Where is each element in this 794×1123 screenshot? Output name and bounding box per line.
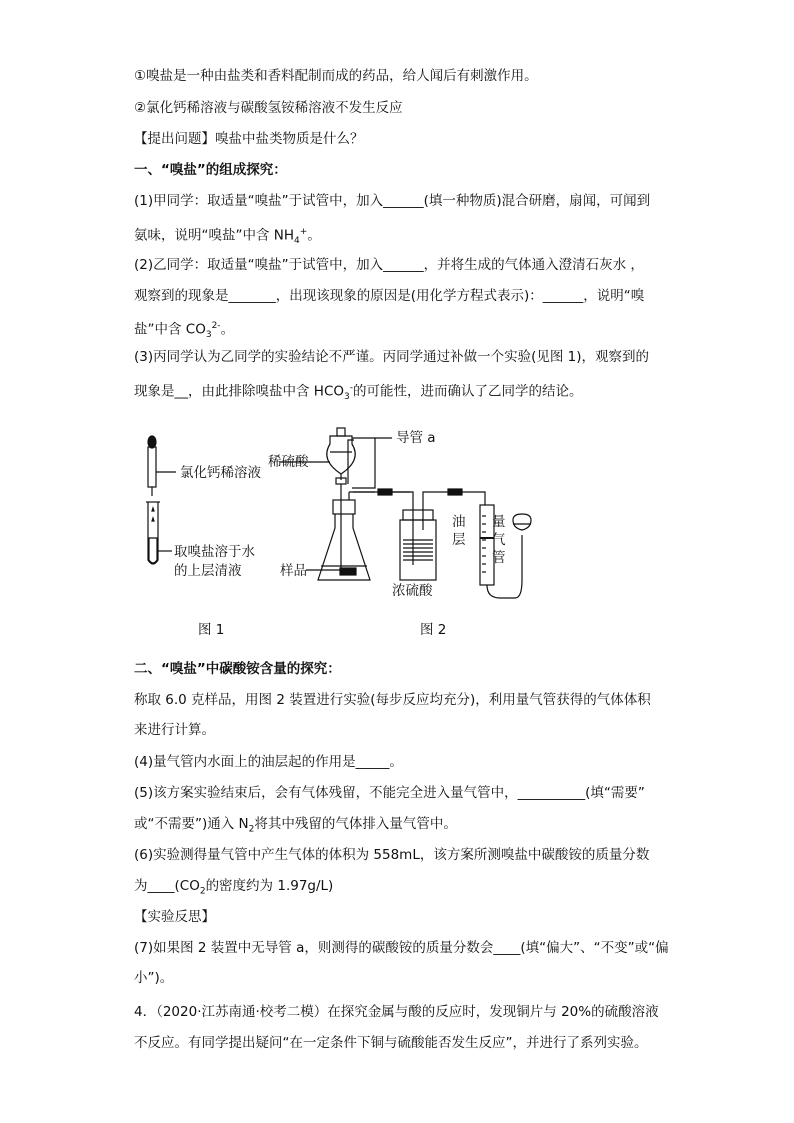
separatory-funnel-icon <box>280 428 355 570</box>
q1-line-2: 氨味，说明“嗅盐”中含 $NH_4^+$。 <box>134 227 321 247</box>
q7-line-2: 小”)。 <box>134 970 174 986</box>
q5-line-1: (5)该方案实验结束后，会有气体残留，不能完全进入量气管中，__________(填“需要” <box>134 785 645 801</box>
question4-line-1: 4．（2020·江苏南通·校考二模）在探究金属与酸的反应时，发现铜片与 20%的硫酸溶液 <box>134 1004 659 1020</box>
label-burette-1: 量 <box>492 514 506 530</box>
label-burette-2: 气 <box>492 532 506 548</box>
caption-fig2: 图 2 <box>420 622 447 638</box>
section2-title: 二、“嗅盐”中碳酸铵含量的探究： <box>134 661 341 677</box>
label-sample: 样品 <box>280 563 307 579</box>
info-line-1: ①嗅盐是一种由盐类和香料配制而成的药品，给人闻后有刺激作用。 <box>134 68 538 84</box>
label-cacl2: 氯化钙稀溶液 <box>180 465 261 481</box>
question-heading: 【提出问题】嗅盐中盐类物质是什么？ <box>134 131 364 147</box>
label-dilute-acid: 稀硫酸 <box>268 454 309 470</box>
apparatus-figure <box>130 420 550 650</box>
caption-fig1: 图 1 <box>198 622 225 638</box>
q3-line-1: (3)丙同学认为乙同学的实验结论不严谨。丙同学通过补做一个实验(见图 1)，观察到的 <box>134 349 650 365</box>
q6-line-2: 为$\_\_\_\_(CO_2$的密度约为 1.97g/L) <box>134 878 334 897</box>
q3-line-2: 现象是__，由此排除嗅盐中含 $HCO_3^-$的可能性，进而确认了乙同学的结论。 <box>134 383 583 403</box>
label-tube-a: 导管 a <box>396 430 436 446</box>
s2-line-1: 称取 6.0 克样品，用图 2 装置进行实验(每步反应均充分)，利用量气管获得的气体体积 <box>134 692 651 708</box>
s2-line-2: 来进行计算。 <box>134 722 215 738</box>
q4-line: (4)量气管内水面上的油层起的作用是_____。 <box>134 754 403 770</box>
q5-line-2: 或“不需要”)通入 $N_2$将其中残留的气体排入量气管中。 <box>134 816 457 835</box>
wash-bottle-icon <box>400 492 460 580</box>
reflection-heading: 【实验反思】 <box>134 909 215 925</box>
label-oil-1: 油 <box>452 514 466 530</box>
section1-title: 一、“嗅盐”的组成探究： <box>134 162 287 178</box>
q1-line-1: (1)甲同学：取适量“嗅盐”于试管中，加入______(填一种物质)混合研磨，扇闻，可闻到 <box>134 193 651 209</box>
label-burette-3: 管 <box>492 550 506 566</box>
q2-line-3: 盐”中含 $CO_3^{2-}$。 <box>134 321 235 341</box>
q6-line-1: (6)实验测得量气管中产生气体的体积为 558mL，该方案所测嗅盐中碳酸铵的质量分数 <box>134 847 650 863</box>
q2-line-1: (2)乙同学：取适量“嗅盐”于试管中，加入______，并将生成的气体通入澄清石灰水 ， <box>134 257 644 273</box>
q2-line-2: 观察到的现象是_______，出现该现象的原因是(用化学方程式表示)：______，说明“嗅 <box>134 288 645 304</box>
label-oil-2: 层 <box>452 532 466 548</box>
label-sample-1: 取嗅盐溶于水 <box>174 544 255 560</box>
question4-line-2: 不反应。有同学提出疑问“在一定条件下铜与硫酸能否发生反应”，并进行了系列实验。 <box>134 1035 648 1051</box>
test-tube-icon <box>146 502 172 564</box>
label-sample-2: 的上层清液 <box>174 563 242 579</box>
dropper-icon <box>148 436 176 496</box>
label-conc-acid: 浓硫酸 <box>392 583 433 599</box>
info-line-2: ②氯化钙稀溶液与碳酸氢铵稀溶液不发生反应 <box>134 100 403 116</box>
q7-line-1: (7)如果图 2 装置中无导管 a，则测得的碳酸铵的质量分数会____(填“偏大”、“不变”或“偏 <box>134 940 669 956</box>
